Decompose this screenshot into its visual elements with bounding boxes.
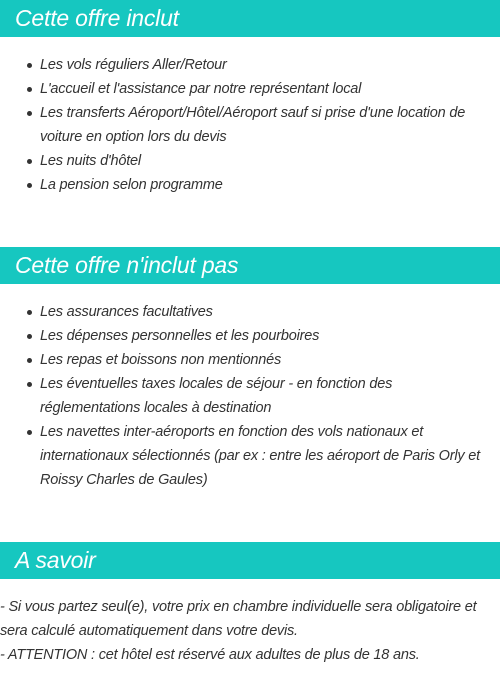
bullet-icon: [27, 111, 32, 116]
info-note-adults-only: - ATTENTION : cet hôtel est réservé aux adultes de plus de 18 ans.: [0, 647, 420, 663]
list-item-text: Les navettes inter-aéroports en fonction des vols nationaux et internationaux sélectionnés (par ex : entre les aéroport de Paris Orly et Roissy Charles de Gaules): [40, 424, 480, 488]
bullet-icon: [27, 430, 32, 435]
list-item: [0, 348, 500, 372]
bullet-icon: [27, 382, 32, 387]
info-note-single-room: - Si vous partez seul(e), votre prix en chambre individuelle sera obligatoire et sera calculé automatiquement dans votre devis.: [0, 599, 477, 639]
bullet-icon: [27, 310, 32, 315]
included-list: [0, 53, 500, 197]
section-title-not-included: Cette offre n'inclut pas: [0, 247, 500, 284]
list-item: [0, 324, 500, 348]
not-included-list: [0, 300, 500, 492]
list-item-text: La pension selon programme: [40, 177, 223, 193]
list-item: [0, 53, 500, 77]
bullet-icon: [27, 159, 32, 164]
list-item-text: Les nuits d'hôtel: [40, 153, 141, 169]
list-item-text: Les repas et boissons non mentionnés: [40, 352, 282, 368]
list-item: [0, 372, 500, 420]
bullet-icon: [27, 87, 32, 92]
bullet-icon: [27, 334, 32, 339]
list-item-text: Les vols réguliers Aller/Retour: [40, 57, 227, 73]
list-item: [0, 77, 500, 101]
bullet-icon: [27, 358, 32, 363]
list-item: [0, 300, 500, 324]
section-title-a-savoir: A savoir: [0, 542, 500, 579]
bullet-icon: [27, 63, 32, 68]
bullet-icon: [27, 183, 32, 188]
list-item: [0, 173, 500, 197]
list-item: [0, 149, 500, 173]
list-item: [0, 101, 500, 149]
list-item-text: Les transferts Aéroport/Hôtel/Aéroport sauf si prise d'une location de voiture en option lors du devis: [40, 105, 466, 145]
list-item-text: Les assurances facultatives: [40, 304, 213, 320]
list-item: [0, 420, 500, 492]
list-item-text: L'accueil et l'assistance par notre représentant local: [40, 81, 362, 97]
section-title-included: Cette offre inclut: [0, 0, 500, 37]
list-item-text: Les éventuelles taxes locales de séjour - en fonction des réglementations locales à destination: [40, 376, 393, 416]
list-item-text: Les dépenses personnelles et les pourboires: [40, 328, 320, 344]
